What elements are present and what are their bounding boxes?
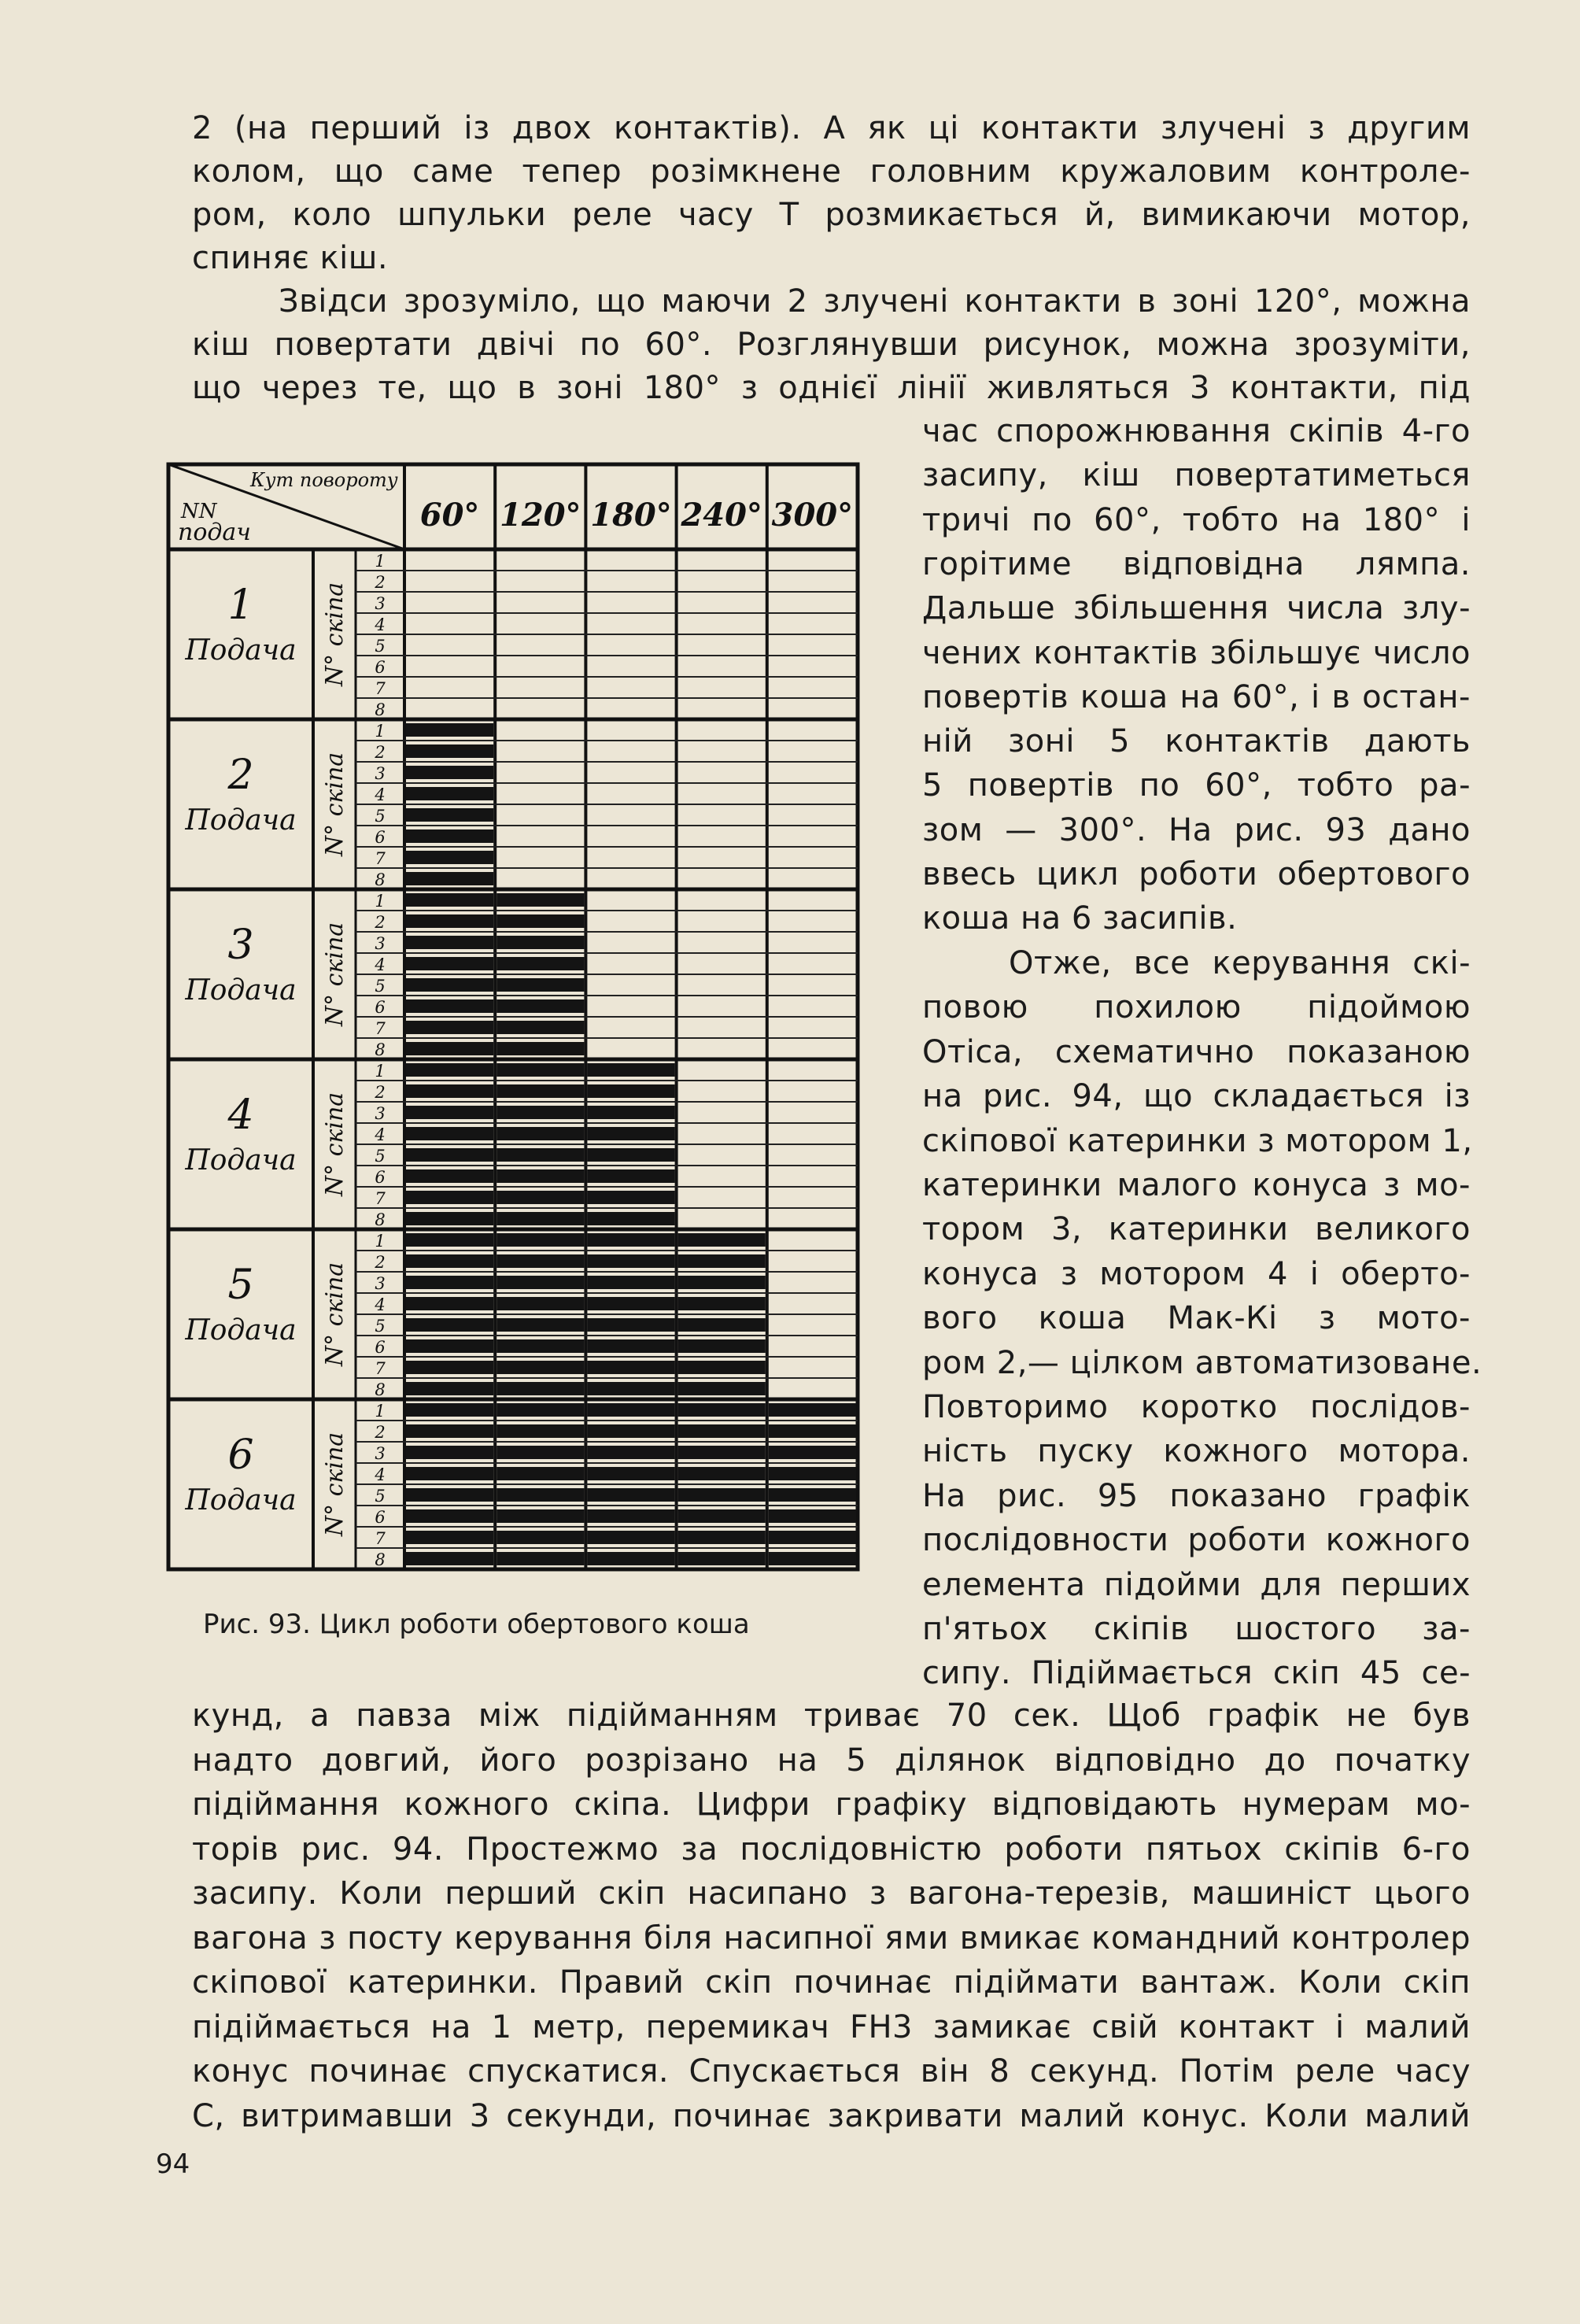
- active-contact-cell: [587, 1148, 674, 1162]
- text-line: горітиме відповідна лямпа.: [922, 545, 1471, 582]
- text-line: конус починає спускатися. Спускається він 8 секунд. Потім реле часу: [192, 2053, 1471, 2089]
- skip-number: 3: [375, 1274, 386, 1293]
- active-contact-cell: [497, 1339, 584, 1353]
- text-line: підіймання кожного скіпа. Цифри графіку відповідають нумерам мо-: [192, 1786, 1471, 1823]
- active-contact-cell: [587, 1127, 674, 1140]
- text-line: сипу. Підіймається скіп 45 се-: [922, 1655, 1471, 1692]
- active-contact-cell: [587, 1509, 674, 1523]
- feed-number-2: 2: [227, 752, 254, 799]
- active-contact-cell: [497, 1042, 584, 1055]
- skip-number: 4: [375, 1465, 386, 1484]
- text-line: Повторимо коротко послідов-: [922, 1389, 1471, 1425]
- active-contact-cell: [678, 1233, 766, 1247]
- feed-number-3: 3: [227, 922, 254, 969]
- skip-number: 5: [375, 1317, 386, 1336]
- active-contact-cell: [406, 1042, 493, 1055]
- feed-word: Подача: [185, 804, 297, 837]
- skip-number: 4: [375, 955, 386, 974]
- text-line: кунд, а павза між підійманням триває 70 сек. Щоб графік не був: [192, 1698, 1471, 1734]
- active-contact-cell: [678, 1467, 766, 1480]
- active-contact-cell: [406, 1021, 493, 1034]
- feed-number-4: 4: [227, 1092, 254, 1139]
- skip-number: 7: [375, 1189, 386, 1208]
- skip-number: 1: [375, 1402, 386, 1421]
- active-contact-cell: [406, 936, 493, 949]
- feed-number-6: 6: [227, 1432, 254, 1479]
- active-contact-cell: [497, 1191, 584, 1204]
- skip-number: 2: [375, 743, 386, 762]
- active-contact-cell: [678, 1424, 766, 1438]
- text-line: спиняє кіш.: [192, 240, 389, 276]
- active-contact-cell: [497, 1021, 584, 1034]
- feed-word: Подача: [185, 1484, 297, 1517]
- active-contact-cell: [406, 1361, 493, 1374]
- angle-header-1: 60°: [419, 497, 480, 534]
- active-contact-cell: [769, 1531, 856, 1544]
- skip-number: 8: [375, 700, 386, 719]
- skip-number: 7: [375, 1529, 386, 1548]
- active-contact-cell: [406, 957, 493, 970]
- skip-number: 1: [375, 552, 386, 571]
- active-contact-cell: [406, 1254, 493, 1268]
- active-contact-cell: [587, 1361, 674, 1374]
- active-contact-cell: [406, 851, 493, 864]
- active-contact-cell: [587, 1063, 674, 1077]
- text-line: що через те, що в зоні 180° з однієї лінії живляться 3 контакти, під: [192, 370, 1471, 406]
- active-contact-cell: [406, 766, 493, 779]
- skip-number: 8: [375, 1040, 386, 1059]
- text-line: послідовности роботи кожного: [922, 1522, 1471, 1559]
- text-line: Отже, все керування скі-: [1009, 945, 1471, 981]
- active-contact-cell: [678, 1509, 766, 1523]
- active-contact-cell: [678, 1361, 766, 1374]
- skip-number: 7: [375, 1359, 386, 1378]
- angle-header-5: 300°: [771, 497, 854, 534]
- feed-number-5: 5: [227, 1262, 254, 1309]
- skip-number: 5: [375, 807, 386, 826]
- active-contact-cell: [497, 978, 584, 992]
- active-contact-cell: [497, 1403, 584, 1417]
- skip-number: 5: [375, 1487, 386, 1506]
- text-line: елемента підойми для перших: [922, 1566, 1471, 1603]
- active-contact-cell: [497, 1148, 584, 1162]
- figure-caption: Рис. 93. Цикл роботи обертового коша: [203, 1609, 750, 1640]
- active-contact-cell: [678, 1488, 766, 1502]
- active-contact-cell: [587, 1106, 674, 1119]
- skip-number: 4: [375, 785, 386, 804]
- active-contact-cell: [587, 1297, 674, 1310]
- skip-number: 6: [375, 1508, 386, 1527]
- active-contact-cell: [406, 1318, 493, 1332]
- active-contact-cell: [406, 872, 493, 885]
- active-contact-cell: [497, 1509, 584, 1523]
- skip-number: 2: [375, 913, 386, 932]
- active-contact-cell: [769, 1446, 856, 1459]
- active-contact-cell: [406, 744, 493, 758]
- skip-number: 7: [375, 1019, 386, 1038]
- text-line: торів рис. 94. Простежмо за послідовністю роботи пятьох скіпів 6-го: [192, 1831, 1471, 1868]
- skip-number-label: N° скіпа: [321, 922, 349, 1027]
- active-contact-cell: [406, 1552, 493, 1565]
- text-line: конуса з мотором 4 і оберто-: [922, 1255, 1471, 1292]
- text-line: катеринки малого конуса з мо-: [922, 1167, 1471, 1203]
- active-contact-cell: [497, 957, 584, 970]
- active-contact-cell: [406, 1063, 493, 1077]
- figure-93-cycle-diagram: [164, 460, 864, 1580]
- active-contact-cell: [406, 1403, 493, 1417]
- text-line: засипу. Коли перший скіп насипано з вагона-терезів, машиніст цього: [192, 1875, 1471, 1912]
- text-line: на рис. 94, що складається із: [922, 1078, 1471, 1115]
- skip-number: 2: [375, 1083, 386, 1102]
- active-contact-cell: [406, 1233, 493, 1247]
- skip-number: 3: [375, 934, 386, 953]
- skip-number: 5: [375, 977, 386, 996]
- skip-number: 6: [375, 658, 386, 677]
- active-contact-cell: [406, 914, 493, 928]
- active-contact-cell: [497, 1361, 584, 1374]
- skip-number: 3: [375, 1444, 386, 1463]
- active-contact-cell: [769, 1552, 856, 1565]
- skip-number-label: N° скіпа: [321, 1262, 349, 1367]
- active-contact-cell: [497, 1063, 584, 1077]
- active-contact-cell: [497, 1254, 584, 1268]
- text-line: ввесь цикл роботи обертового: [922, 856, 1471, 892]
- text-line: зом — 300°. На рис. 93 дано: [922, 811, 1471, 848]
- active-contact-cell: [406, 1127, 493, 1140]
- active-contact-cell: [587, 1488, 674, 1502]
- skip-number: 6: [375, 1168, 386, 1187]
- active-contact-cell: [678, 1403, 766, 1417]
- skip-number-label: N° скіпа: [321, 752, 349, 857]
- text-line: Дальше збільшення числа злу-: [922, 590, 1471, 627]
- page-number: 94: [156, 2148, 190, 2180]
- active-contact-cell: [587, 1339, 674, 1353]
- active-contact-cell: [497, 1424, 584, 1438]
- feed-word: Подача: [185, 1314, 297, 1347]
- skip-number-label: N° скіпа: [321, 1432, 349, 1537]
- active-contact-cell: [497, 1169, 584, 1183]
- text-line: засипу, кіш повертатиметься: [922, 457, 1471, 494]
- active-contact-cell: [406, 1339, 493, 1353]
- skip-number: 4: [375, 615, 386, 634]
- skip-number: 2: [375, 573, 386, 592]
- active-contact-cell: [678, 1382, 766, 1395]
- active-contact-cell: [497, 1233, 584, 1247]
- active-contact-cell: [587, 1467, 674, 1480]
- feed-word: Подача: [185, 634, 297, 667]
- text-line: тричі по 60°, тобто на 180° і: [922, 501, 1471, 538]
- text-line: коша на 6 засипів.: [922, 900, 1238, 937]
- active-contact-cell: [497, 914, 584, 928]
- active-contact-cell: [497, 1488, 584, 1502]
- skip-number: 2: [375, 1423, 386, 1442]
- skip-number: 1: [375, 892, 386, 911]
- feed-number-1: 1: [227, 582, 254, 629]
- skip-number: 8: [375, 1210, 386, 1229]
- skip-number: 8: [375, 870, 386, 889]
- active-contact-cell: [497, 1446, 584, 1459]
- skip-number: 3: [375, 764, 386, 783]
- feed-word: Подача: [185, 974, 297, 1007]
- active-contact-cell: [769, 1467, 856, 1480]
- skip-number: 4: [375, 1125, 386, 1144]
- active-contact-cell: [678, 1339, 766, 1353]
- active-contact-cell: [406, 1276, 493, 1289]
- text-line: підіймається на 1 метр, перемикач FH3 замикає свій контакт і малий: [192, 2008, 1471, 2045]
- active-contact-cell: [497, 1106, 584, 1119]
- active-contact-cell: [406, 1488, 493, 1502]
- text-line: На рис. 95 показано графік: [922, 1477, 1471, 1514]
- active-contact-cell: [406, 787, 493, 800]
- text-line: ність пуску кожного мотора.: [922, 1433, 1471, 1470]
- skip-number: 7: [375, 849, 386, 868]
- skip-number: 5: [375, 637, 386, 656]
- active-contact-cell: [406, 1106, 493, 1119]
- active-contact-cell: [406, 1084, 493, 1098]
- active-contact-cell: [587, 1382, 674, 1395]
- active-contact-cell: [497, 1552, 584, 1565]
- active-contact-cell: [497, 1084, 584, 1098]
- text-line: повою похилою підоймою: [922, 989, 1471, 1026]
- active-contact-cell: [678, 1276, 766, 1289]
- active-contact-cell: [678, 1531, 766, 1544]
- active-contact-cell: [406, 829, 493, 843]
- active-contact-cell: [406, 723, 493, 737]
- active-contact-cell: [678, 1254, 766, 1268]
- active-contact-cell: [497, 1297, 584, 1310]
- active-contact-cell: [587, 1254, 674, 1268]
- active-contact-cell: [406, 978, 493, 992]
- skip-number: 6: [375, 998, 386, 1017]
- skip-number: 5: [375, 1147, 386, 1166]
- active-contact-cell: [587, 1552, 674, 1565]
- active-contact-cell: [406, 1212, 493, 1225]
- text-line: скіпової катеринки. Правий скіп починає підіймати вантаж. Коли скіп: [192, 1964, 1471, 2001]
- active-contact-cell: [769, 1403, 856, 1417]
- text-line: час спорожнювання скіпів 4-го: [922, 413, 1471, 449]
- active-contact-cell: [406, 1424, 493, 1438]
- active-contact-cell: [497, 1467, 584, 1480]
- text-line: 5 повертів по 60°, тобто ра-: [922, 767, 1471, 804]
- active-contact-cell: [587, 1084, 674, 1098]
- skip-number: 3: [375, 594, 386, 613]
- active-contact-cell: [406, 1148, 493, 1162]
- header-feed-label-1: NN: [181, 500, 217, 523]
- text-line: чених контактів збільшує число: [922, 634, 1471, 671]
- skip-number: 4: [375, 1295, 386, 1314]
- angle-header-2: 120°: [500, 497, 581, 534]
- active-contact-cell: [587, 1446, 674, 1459]
- active-contact-cell: [587, 1424, 674, 1438]
- active-contact-cell: [497, 1318, 584, 1332]
- feed-word: Подача: [185, 1144, 297, 1177]
- skip-number: 7: [375, 679, 386, 698]
- active-contact-cell: [497, 1531, 584, 1544]
- active-contact-cell: [406, 999, 493, 1013]
- skip-number: 6: [375, 1338, 386, 1357]
- skip-number: 2: [375, 1253, 386, 1272]
- active-contact-cell: [769, 1488, 856, 1502]
- active-contact-cell: [497, 999, 584, 1013]
- active-contact-cell: [769, 1424, 856, 1438]
- text-line: вого коша Мак-Кі з мото-: [922, 1300, 1471, 1337]
- header-angle-label: Кут повороту: [250, 469, 398, 491]
- active-contact-cell: [678, 1297, 766, 1310]
- text-line: колом, що саме тепер розімкнене головним кружаловим контроле-: [192, 153, 1471, 190]
- skip-number: 8: [375, 1550, 386, 1569]
- active-contact-cell: [497, 1127, 584, 1140]
- angle-header-3: 180°: [590, 497, 672, 534]
- skip-number: 3: [375, 1104, 386, 1123]
- text-line: C, витримавши 3 секунди, починає закривати малий конус. Коли малий: [192, 2097, 1471, 2134]
- header-feed-label-2: подач: [178, 519, 251, 546]
- text-line: 2 (на перший із двох контактів). А як ці контакти злучені з другим: [192, 110, 1471, 146]
- active-contact-cell: [587, 1169, 674, 1183]
- active-contact-cell: [587, 1233, 674, 1247]
- skip-number: 6: [375, 828, 386, 847]
- active-contact-cell: [587, 1318, 674, 1332]
- active-contact-cell: [678, 1318, 766, 1332]
- active-contact-cell: [406, 1446, 493, 1459]
- active-contact-cell: [587, 1531, 674, 1544]
- active-contact-cell: [406, 1467, 493, 1480]
- text-line: ром, коло шпульки реле часу T розмикається й, вимикаючи мотор,: [192, 197, 1471, 233]
- text-line: вагона з посту керування біля насипної ями вмикає командний контролер: [192, 1919, 1471, 1956]
- active-contact-cell: [497, 893, 584, 907]
- text-line: повертів коша на 60°, і в остан-: [922, 678, 1471, 715]
- active-contact-cell: [497, 1276, 584, 1289]
- active-contact-cell: [678, 1552, 766, 1565]
- skip-number: 1: [375, 1062, 386, 1081]
- skip-number: 1: [375, 1232, 386, 1251]
- text-line: скіпової катеринки з мотором 1,: [922, 1122, 1473, 1159]
- text-line: п'ятьох скіпів шостого за-: [922, 1611, 1471, 1647]
- active-contact-cell: [406, 1169, 493, 1183]
- active-contact-cell: [497, 936, 584, 949]
- text-line: кіш повертати двічі по 60°. Розглянувши рисунок, можна зрозуміти,: [192, 327, 1471, 363]
- text-line: Отіса, схематично показаною: [922, 1033, 1471, 1070]
- active-contact-cell: [497, 1212, 584, 1225]
- active-contact-cell: [587, 1212, 674, 1225]
- active-contact-cell: [406, 1297, 493, 1310]
- active-contact-cell: [587, 1191, 674, 1204]
- active-contact-cell: [406, 1382, 493, 1395]
- skip-number: 8: [375, 1380, 386, 1399]
- text-line: ром 2,— цілком автоматизоване.: [922, 1344, 1482, 1381]
- active-contact-cell: [678, 1446, 766, 1459]
- text-line: тором 3, катеринки великого: [922, 1211, 1471, 1248]
- active-contact-cell: [406, 893, 493, 907]
- active-contact-cell: [769, 1509, 856, 1523]
- active-contact-cell: [587, 1276, 674, 1289]
- angle-header-4: 240°: [681, 497, 762, 534]
- active-contact-cell: [406, 1531, 493, 1544]
- active-contact-cell: [406, 1509, 493, 1523]
- active-contact-cell: [406, 1191, 493, 1204]
- active-contact-cell: [587, 1403, 674, 1417]
- text-line: Звідси зрозуміло, що маючи 2 злучені контакти в зоні 120°, можна: [279, 283, 1471, 320]
- skip-number-label: N° скіпа: [321, 1092, 349, 1197]
- active-contact-cell: [406, 808, 493, 822]
- skip-number-label: N° скіпа: [321, 582, 349, 687]
- text-line: надто довгий, його розрізано на 5 ділянок відповідно до початку: [192, 1742, 1471, 1779]
- skip-number: 1: [375, 722, 386, 741]
- active-contact-cell: [497, 1382, 584, 1395]
- text-line: ній зоні 5 контактів дають: [922, 723, 1471, 760]
